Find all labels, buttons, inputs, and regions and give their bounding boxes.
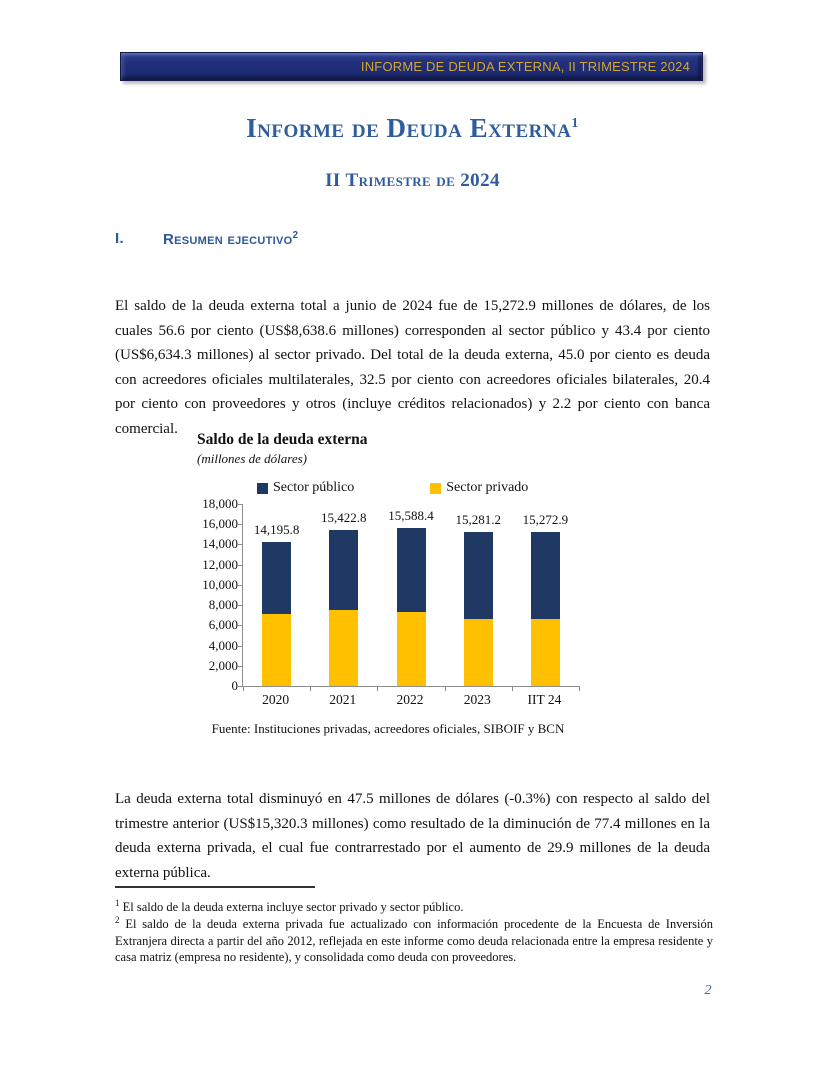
x-tick-mark: [310, 686, 311, 691]
header-banner: [120, 52, 703, 81]
y-tick-label: 14,000: [202, 536, 238, 552]
x-tick-mark: [243, 686, 244, 691]
document-title: [0, 113, 825, 144]
legend-item: [257, 480, 354, 496]
bar-segment: [464, 619, 493, 686]
bar-total-label: 15,272.9: [522, 511, 569, 527]
y-tick-mark: [238, 585, 243, 586]
y-axis: [197, 496, 238, 693]
bar-segment: [464, 532, 493, 619]
chart-title: Saldo de la deuda externa: [197, 431, 368, 448]
document-title-text: Informe de Deuda Externa: [246, 113, 572, 143]
y-tick-label: 18,000: [202, 496, 238, 511]
bar-segment: [531, 532, 560, 619]
footnote-1: $^1$ El saldo de la deuda externa incluye sector privado y sector público.: [115, 898, 464, 915]
y-tick-label: 8,000: [208, 597, 238, 613]
footnote-2-marker: 2: [115, 915, 120, 925]
legend-label: Sector privado: [446, 480, 529, 495]
x-axis-label: 2022: [396, 692, 424, 707]
y-tick-label: 16,000: [202, 516, 238, 532]
plot-area: [242, 504, 579, 687]
chart-plot-wrapper: [197, 496, 579, 693]
y-tick-mark: [238, 565, 243, 566]
x-axis-label: 2020: [262, 692, 290, 707]
page-number: 2: [704, 983, 712, 998]
section-footnote-marker: 2: [292, 230, 299, 241]
legend-swatch: [257, 483, 268, 494]
bar-segment: [329, 530, 358, 610]
bar-segment: [262, 542, 291, 614]
x-tick-mark: [445, 686, 446, 691]
y-tick-mark: [238, 625, 243, 626]
x-tick-mark: [512, 686, 513, 691]
header-banner-text: INFORME DE DEUDA EXTERNA, II TRIMESTRE 2024: [360, 59, 690, 74]
section-label: Resumen ejecutivo$^2$: [163, 230, 299, 248]
x-axis-label: 2021: [329, 692, 357, 707]
footnote-divider: [115, 886, 315, 888]
chart-source: Fuente: Instituciones privadas, acreedores oficiales, SIBOIF y BCN: [211, 721, 565, 736]
y-tick-label: 10,000: [202, 576, 238, 592]
footnote-2: $^2$ El saldo de la deuda externa privada fue actualizado con información procedente de la Encuesta de Inversión Extranjera directa a partir del año 2012, reflejada en este informe como deuda relacionada entre la empresa residente y casa matriz (empresa no residente), y consolidada como deuda con proveedores.: [115, 915, 713, 965]
bar-total-label: 14,195.8: [253, 522, 300, 538]
bar-total-label: 15,588.4: [388, 508, 434, 524]
x-axis-label: IIT 24: [527, 692, 562, 707]
y-tick-label: 0: [231, 678, 238, 693]
legend-swatch: [430, 483, 441, 494]
bar-total-label: 15,281.2: [455, 511, 501, 527]
paragraph-1: El saldo de la deuda externa total a junio de 2024 fue de 15,272.9 millones de dólares, de los cuales 56.6 por ciento (US$8,638.6 millones) corresponden al sector público y 43.4 por ciento (US$6,634.3 millones) al sector privado. Del total de la deuda externa, 45.0 por ciento es deuda con acreedores oficiales multilaterales, 32.5 por ciento con acreedores oficiales bilaterales, 20.4 por ciento con proveedores y otros (incluye créditos relacionados) y 2.2 por ciento con banca comercial.: [115, 298, 710, 437]
x-axis-labels: [242, 692, 578, 712]
bar-segment: [262, 614, 291, 686]
title-footnote-marker: 1: [571, 116, 579, 131]
chart-subtitle: (millones de dólares): [197, 451, 307, 466]
y-tick-mark: [238, 666, 243, 667]
x-tick-mark: [377, 686, 378, 691]
bar-total-label: 15,422.8: [321, 510, 367, 526]
footnote-1-marker: 1: [115, 898, 120, 908]
y-tick-label: 2,000: [208, 657, 238, 673]
legend-label: Sector público: [273, 480, 355, 495]
y-tick-mark: [238, 605, 243, 606]
section-heading: [115, 230, 715, 248]
document-subtitle: II Trimestre de 2024: [325, 170, 500, 191]
bar-segment: [329, 610, 358, 686]
y-tick-mark: [238, 646, 243, 647]
bar-segment: [397, 528, 426, 612]
y-tick-mark: [238, 544, 243, 545]
bar-segment: [397, 612, 426, 686]
y-tick-label: 6,000: [208, 617, 238, 633]
bar-segment: [531, 619, 560, 686]
external-debt-chart: [197, 431, 579, 737]
section-numeral: I.: [115, 230, 124, 247]
x-axis-label: 2023: [463, 692, 491, 707]
chart-legend: [197, 480, 579, 496]
y-tick-label: 12,000: [202, 556, 238, 572]
paragraph-2: La deuda externa total disminuyó en 47.5 millones de dólares (-0.3%) con respecto al saldo del trimestre anterior (US$15,320.3 millones) como resultado de la diminución de 77.4 millones en la deuda externa privada, el cual fue contrarrestado por el aumento de 29.9 millones de la deuda externa pública.: [115, 791, 710, 881]
legend-item: [430, 480, 528, 496]
x-tick-mark: [579, 686, 580, 691]
y-tick-mark: [238, 504, 243, 505]
y-tick-label: 4,000: [208, 637, 238, 653]
